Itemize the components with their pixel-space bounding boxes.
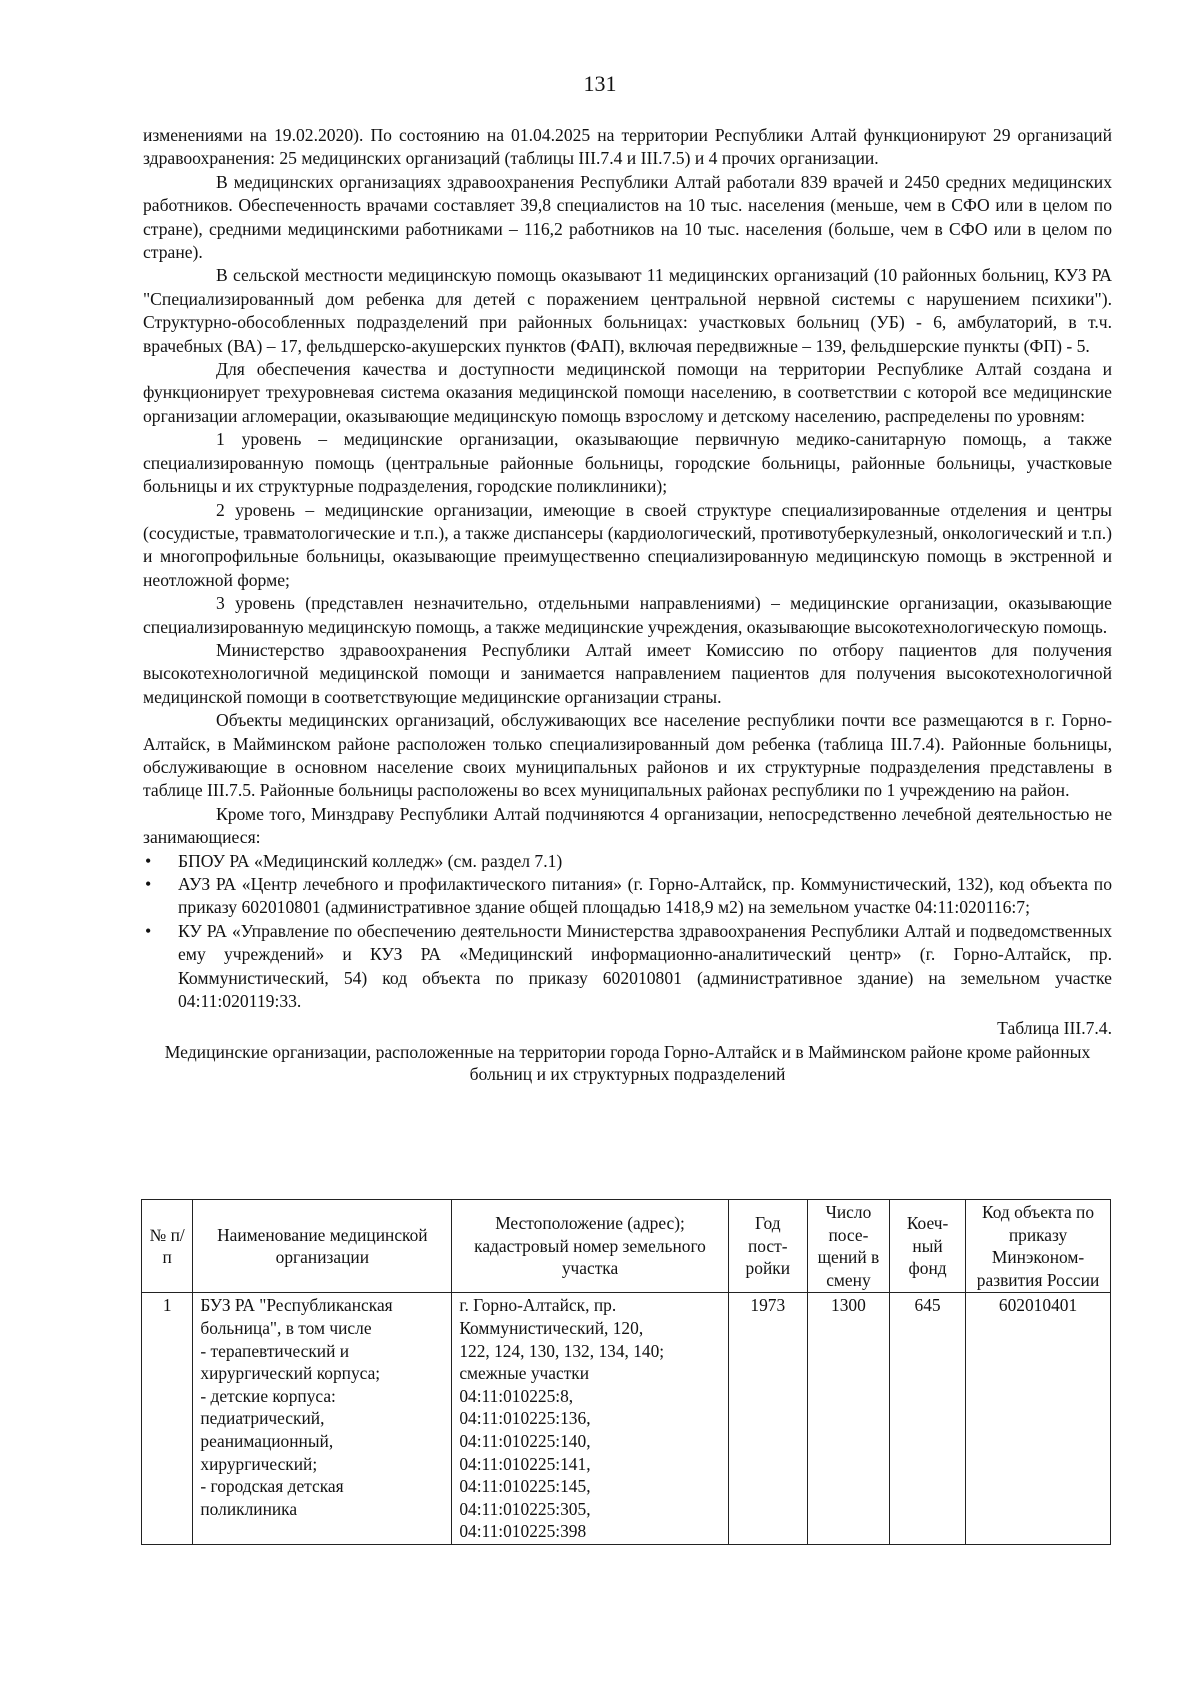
header-location: Местоположение (адрес); кадастровый номер земельного участка xyxy=(452,1200,728,1293)
cell-code: 602010401 xyxy=(966,1293,1111,1545)
cell-visits: 1300 xyxy=(807,1293,889,1545)
bullet-item: • БПОУ РА «Медицинский колледж» (см. раздел 7.1) xyxy=(143,850,1112,873)
cell-line: 04:11:010225:145, xyxy=(459,1476,591,1497)
cell-line: - терапевтический и xyxy=(200,1340,350,1361)
cell-line: 04:11:010225:136, xyxy=(459,1408,591,1429)
paragraph: 2 уровень – медицинские организации, имеющие в своей структуре специализированные отделения и центры (сосудистые, травматологические и т.п.), а также диспансеры (кардиологический, противотуберкулезный, онкологический и т.п.) и многопрофильные больницы, оказывающие преимущественно специализированную медицинскую помощь в экстренной и неотложной форме; xyxy=(143,499,1112,590)
paragraph: В сельской местности медицинскую помощь оказывают 11 медицинских организаций (10 районных больниц, КУЗ РА "Специализированный дом ребенка для детей с поражением центральной нервной системы с нарушением психики"). Структурно-обособленных подразделений при районных больницах: участковых больниц (УБ) - 6, амбулаторий, в т.ч. врачебных (ВА) – 17, фельдшерско-акушерских пунктов (ФАП), включая передвижные – 139, фельдшерские пункты (ФП) - 5. xyxy=(143,265,1112,356)
cell-line: 04:11:010225:398 xyxy=(459,1521,587,1542)
table-title: Медицинские организации, расположенные на территории города Горно-Алтайск и в Майминском районе кроме районных больниц и их структурных подразделений xyxy=(164,1041,1091,1084)
cell-line: - городская детская xyxy=(200,1476,344,1497)
header-code: Код объекта по приказу Минэконом-развития России xyxy=(966,1200,1111,1293)
bullet-list xyxy=(143,850,1112,1014)
organizations-table xyxy=(141,1199,1111,1545)
cell-line: реанимационный, xyxy=(200,1430,334,1451)
cell-line: г. Горно-Алтайск, пр. xyxy=(459,1295,617,1316)
table-caption: Таблица III.7.4. xyxy=(997,1018,1112,1039)
table-body xyxy=(142,1293,1111,1545)
header-name: Наименование медицинской организации xyxy=(193,1200,452,1293)
header-beds: Коеч-ный фонд xyxy=(890,1200,966,1293)
header-year: Год пост-ройки xyxy=(728,1200,807,1293)
paragraph: 3 уровень (представлен незначительно, отдельными направлениями) – медицинские организации, оказывающие специализированную медицинскую помощь, а также медицинские учреждения, оказывающие высокотехнологическую помощь. xyxy=(143,593,1112,637)
cell-line: 04:11:010225:305, xyxy=(459,1498,591,1519)
page-number: 131 xyxy=(583,71,617,96)
cell-line: хирургический; xyxy=(200,1453,318,1474)
cell-name xyxy=(193,1293,452,1545)
cell-location xyxy=(452,1293,728,1545)
table-header-row xyxy=(142,1200,1111,1293)
paragraph: 1 уровень – медицинские организации, оказывающие первичную медико-санитарную помощь, а также специализированную помощь (центральные районные больницы, городские больницы, районные больницы, участковые больницы и их структурные подразделения, городские поликлиники); xyxy=(143,429,1112,497)
cell-line: 04:11:010225:8, xyxy=(459,1385,574,1406)
cell-line: 04:11:010225:140, xyxy=(459,1430,591,1451)
cell-line: поликлиника xyxy=(200,1498,298,1519)
cell-line: хирургический корпуса; xyxy=(200,1363,381,1384)
header-num: № п/п xyxy=(142,1200,193,1293)
paragraph: В медицинских организациях здравоохранения Республики Алтай работали 839 врачей и 2450 средних медицинских работников. Обеспеченность врачами составляет 39,8 специалистов на 10 тыс. населения (меньше, чем в СФО или в целом по стране), средними медицинскими работниками – 116,2 работников на 10 тыс. населения (больше, чем в СФО или в целом по стране). xyxy=(143,171,1112,263)
header-visits: Число посе-щений в смену xyxy=(807,1200,889,1293)
paragraph: Для обеспечения качества и доступности медицинской помощи на территории Республике Алтай создана и функционирует трехуровневая система оказания медицинской помощи населению, в соответствии с которой все медицинские организации агломерации, оказывающие медицинскую помощь взрослому и детскому населению, распределены по уровням: xyxy=(143,359,1112,426)
cell-num: 1 xyxy=(142,1293,193,1545)
table-row xyxy=(142,1293,1111,1545)
paragraph: Министерство здравоохранения Республики Алтай имеет Комиссию по отбору пациентов для получения высокотехнологичной медицинской помощи и занимается направлением пациентов для получения высокотехнологичной медицинской помощи в соответствующие медицинские организации страны. xyxy=(143,639,1112,707)
cell-beds: 645 xyxy=(890,1293,966,1545)
bullet-item: • КУ РА «Управление по обеспечению деятельности Министерства здравоохранения Республики Алтай и подведомственных ему учреждений» и КУЗ РА «Медицинский информационно-аналитический центр» (г. Горно-Алтайск, пр. Коммунистический, 54) код объекта по приказу 602010801 (административное здание) на земельном участке 04:11:020119:33. xyxy=(143,920,1112,1014)
cell-line: 122, 124, 130, 132, 134, 140; xyxy=(459,1340,665,1361)
cell-line: - детские корпуса: xyxy=(200,1385,336,1406)
bullet-item: • АУЗ РА «Центр лечебного и профилактического питания» (г. Горно-Алтайск, пр. Коммунистический, 132), код объекта по приказу 602010801 (административное здание общей площадью 1418,9 м2) на земельном участке 04:11:020116:7; xyxy=(143,873,1112,920)
cell-line: 04:11:010225:141, xyxy=(459,1453,591,1474)
paragraph: изменениями на 19.02.2020). По состоянию на 01.04.2025 на территории Республики Алтай функционируют 29 организаций здравоохранения: 25 медицинских организаций (таблицы III.7.4 и III.7.5) и 4 прочих организации. xyxy=(143,125,1112,169)
paragraph: Объекты медицинских организаций, обслуживающих все население республики почти все размещаются в г. Горно-Алтайск, в Майминском районе расположен только специализированный дом ребенка (таблица III.7.4). Районные больницы, обслуживающие в основном население своих муниципальных районов и их структурные подразделения представлены в таблице III.7.5. Районные больницы расположены во всех муниципальных районах республики по 1 учреждению на район. xyxy=(143,710,1112,801)
paragraph: Кроме того, Минздраву Республики Алтай подчиняются 4 организации, непосредственно лечебной деятельностью не занимающиеся: xyxy=(143,803,1112,848)
cell-year: 1973 xyxy=(728,1293,807,1545)
cell-line: БУЗ РА "Республиканская xyxy=(200,1295,393,1316)
paragraphs xyxy=(143,124,1112,850)
cell-line: педиатрический, xyxy=(200,1408,325,1429)
body-text xyxy=(143,124,1112,1085)
cell-line: Коммунистический, 120, xyxy=(459,1317,644,1338)
cell-line: больница", в том числе xyxy=(200,1317,372,1338)
cell-line: смежные участки xyxy=(459,1363,590,1384)
